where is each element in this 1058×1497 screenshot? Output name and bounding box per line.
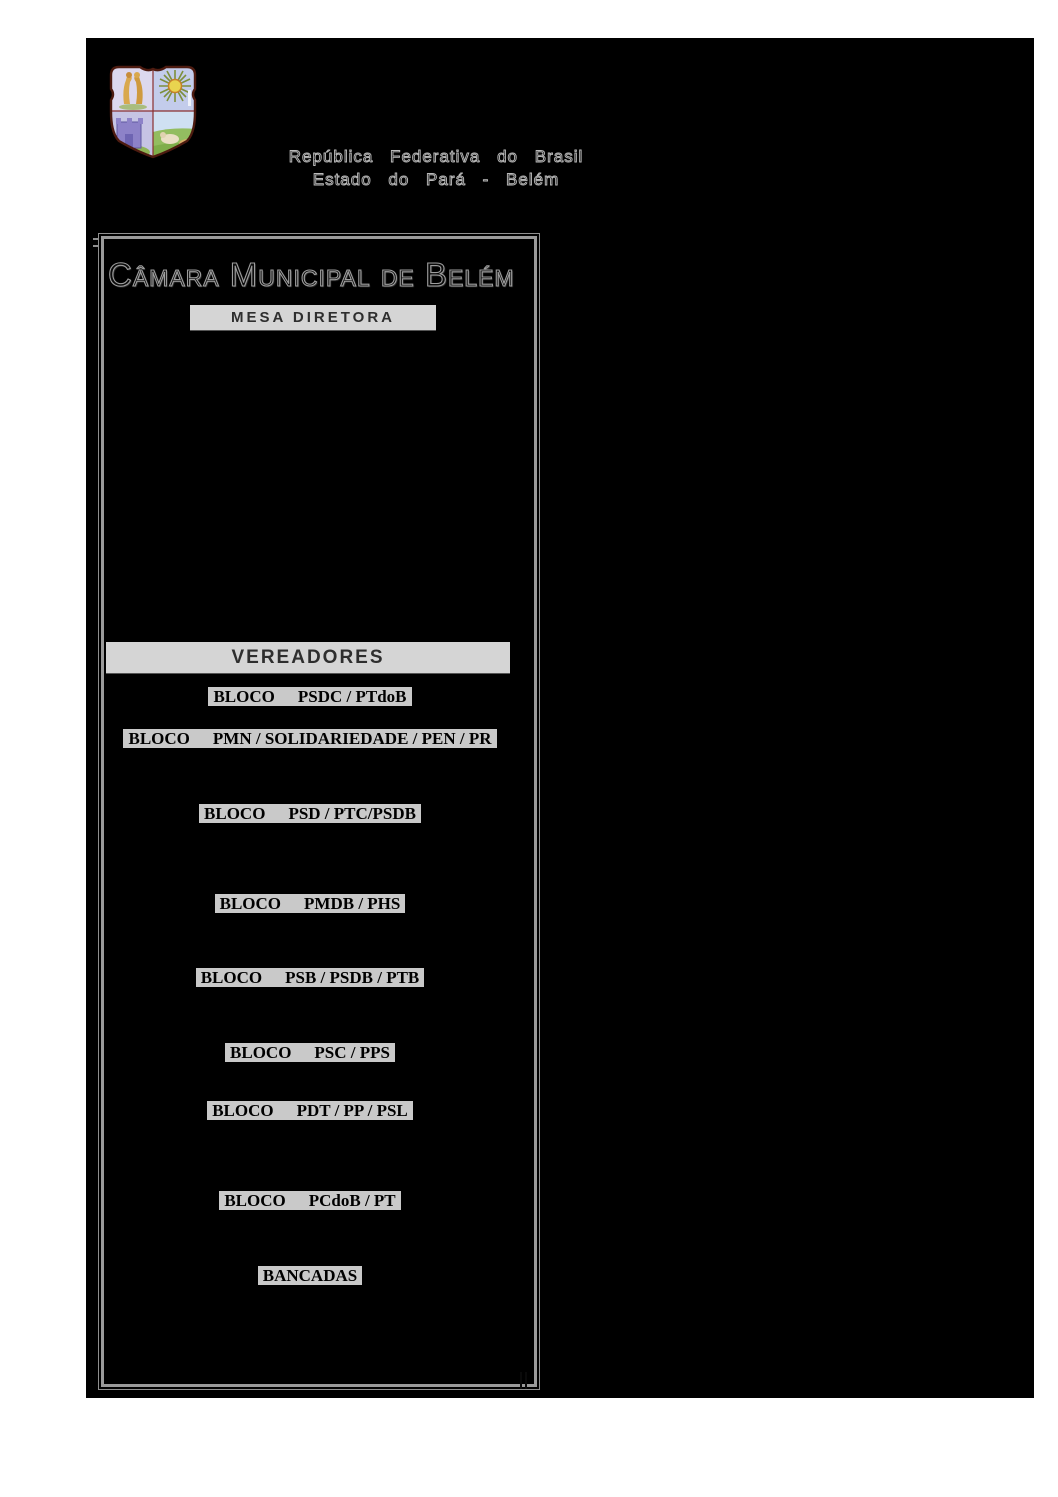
- bloco-parties: PSB / PSDB / PTB: [285, 968, 420, 987]
- bloco-prefix: BLOCO: [213, 687, 275, 706]
- bloco-row: [104, 894, 516, 914]
- bloco-row: [104, 729, 516, 749]
- bloco-prefix: BLOCO: [128, 729, 190, 748]
- main-frame: [98, 233, 540, 1390]
- bloco-parties: PMDB / PHS: [304, 894, 401, 913]
- bloco-parties: PDT / PP / PSL: [296, 1101, 408, 1120]
- coat-of-arms-icon: [100, 60, 206, 162]
- bloco-parties: PSDC / PTdoB: [297, 687, 407, 706]
- bloco-prefix: BLOCO: [224, 1191, 286, 1210]
- bancadas-row: [104, 1266, 516, 1286]
- main-frame-inner: [101, 236, 537, 1387]
- national-header: [206, 146, 666, 191]
- bancadas-label: BANCADAS: [262, 1266, 358, 1285]
- bloco-prefix: BLOCO: [219, 894, 282, 913]
- print-mark-top-left: [93, 238, 98, 247]
- bloco-row: [104, 1043, 516, 1063]
- section-vereadores: VEREADORES: [106, 642, 510, 673]
- bloco-parties: PSD / PTC/PSDB: [288, 804, 416, 823]
- bloco-row: [104, 968, 516, 988]
- section-mesa-diretora: MESA DIRETORA: [190, 305, 436, 330]
- bloco-row: [104, 1101, 516, 1121]
- bloco-parties: PSC / PPS: [314, 1043, 390, 1062]
- bloco-parties: PMN / SOLIDARIEDADE / PEN / PR: [212, 729, 492, 748]
- bloco-row: [104, 1191, 516, 1211]
- bloco-prefix: BLOCO: [230, 1043, 292, 1062]
- bloco-prefix: BLOCO: [204, 804, 266, 823]
- page-title: Câmara Municipal de Belém: [108, 256, 515, 293]
- bloco-prefix: BLOCO: [200, 968, 263, 987]
- bloco-prefix: BLOCO: [212, 1101, 274, 1120]
- header-line-state: Estado do Pará - Belém: [312, 170, 560, 189]
- document-canvas: [86, 38, 1034, 1398]
- print-mark-bottom-right: [518, 1372, 530, 1389]
- bloco-row: [104, 687, 516, 707]
- bloco-row: [104, 804, 516, 824]
- bloco-parties: PCdoB / PT: [308, 1191, 396, 1210]
- header-line-republic: República Federativa do Brasil: [288, 147, 584, 166]
